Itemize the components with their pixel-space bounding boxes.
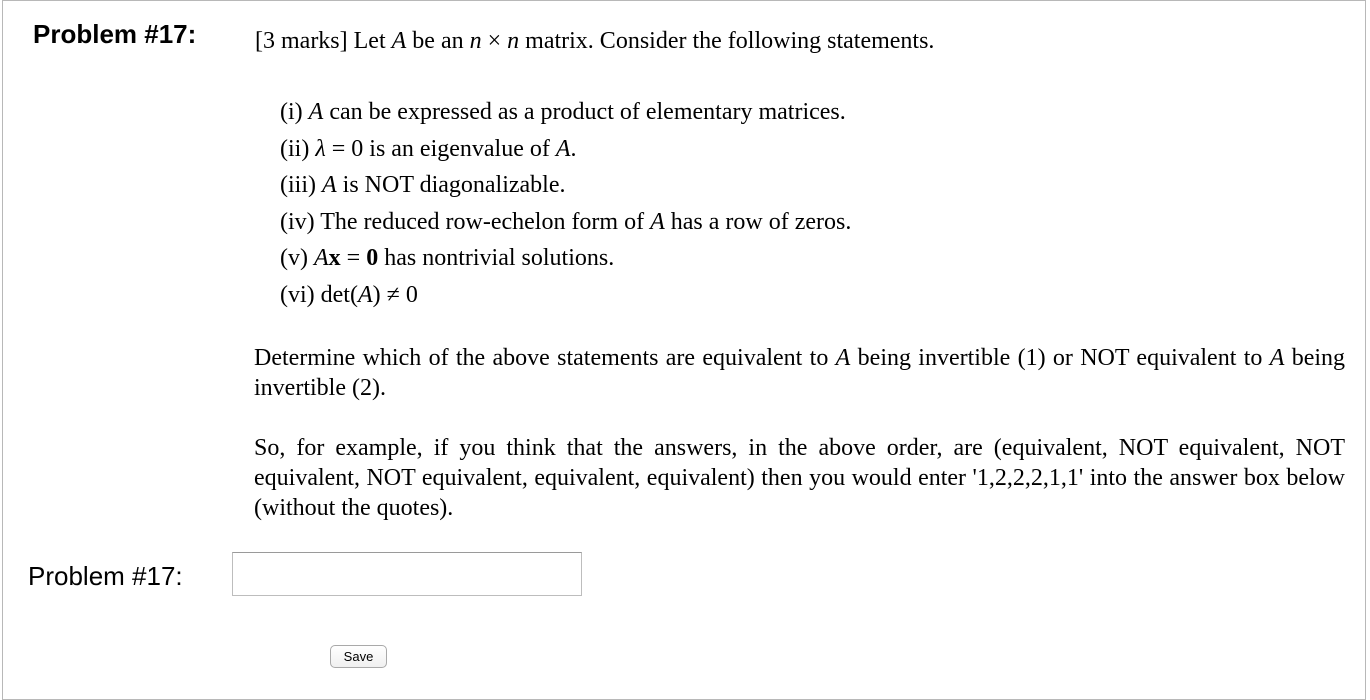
statement-iii: (iii) A is NOT diagonalizable. <box>280 172 566 199</box>
statement-iv: (iv) The reduced row-echelon form of A has a row of zeros. <box>280 208 852 235</box>
statement-i: (i) A can be expressed as a product of elementary matrices. <box>280 99 846 125</box>
statement-vi: (vi) det(A) ≠ 0 <box>280 281 418 308</box>
problem-heading: Problem #17: <box>33 19 197 49</box>
problem-intro: [3 marks] Let A be an n × n matrix. Consider the following statements. <box>255 28 935 54</box>
example-paragraph: So, for example, if you think that the answers, in the above order, are (equivalent, NOT equivalent, NOT equivalent, NOT equivalent, equivalent, equivalent) then you would enter '1,2,2,2,1,1' into the answer box below (without the quotes). <box>254 435 1345 521</box>
answer-input[interactable] <box>232 552 582 596</box>
statement-ii: (ii) λ = 0 is an eigenvalue of A. <box>280 135 577 162</box>
statement-v: (v) Ax = 0 has nontrivial solutions. <box>280 245 615 272</box>
answer-label: Problem #17: <box>28 561 183 591</box>
statement-list <box>280 94 851 314</box>
instruction-paragraph: Determine which of the above statements are equivalent to A being invertible (1) or NOT equivalent to A being invertible (2). <box>254 345 1346 401</box>
save-button[interactable]: Save <box>330 645 387 668</box>
